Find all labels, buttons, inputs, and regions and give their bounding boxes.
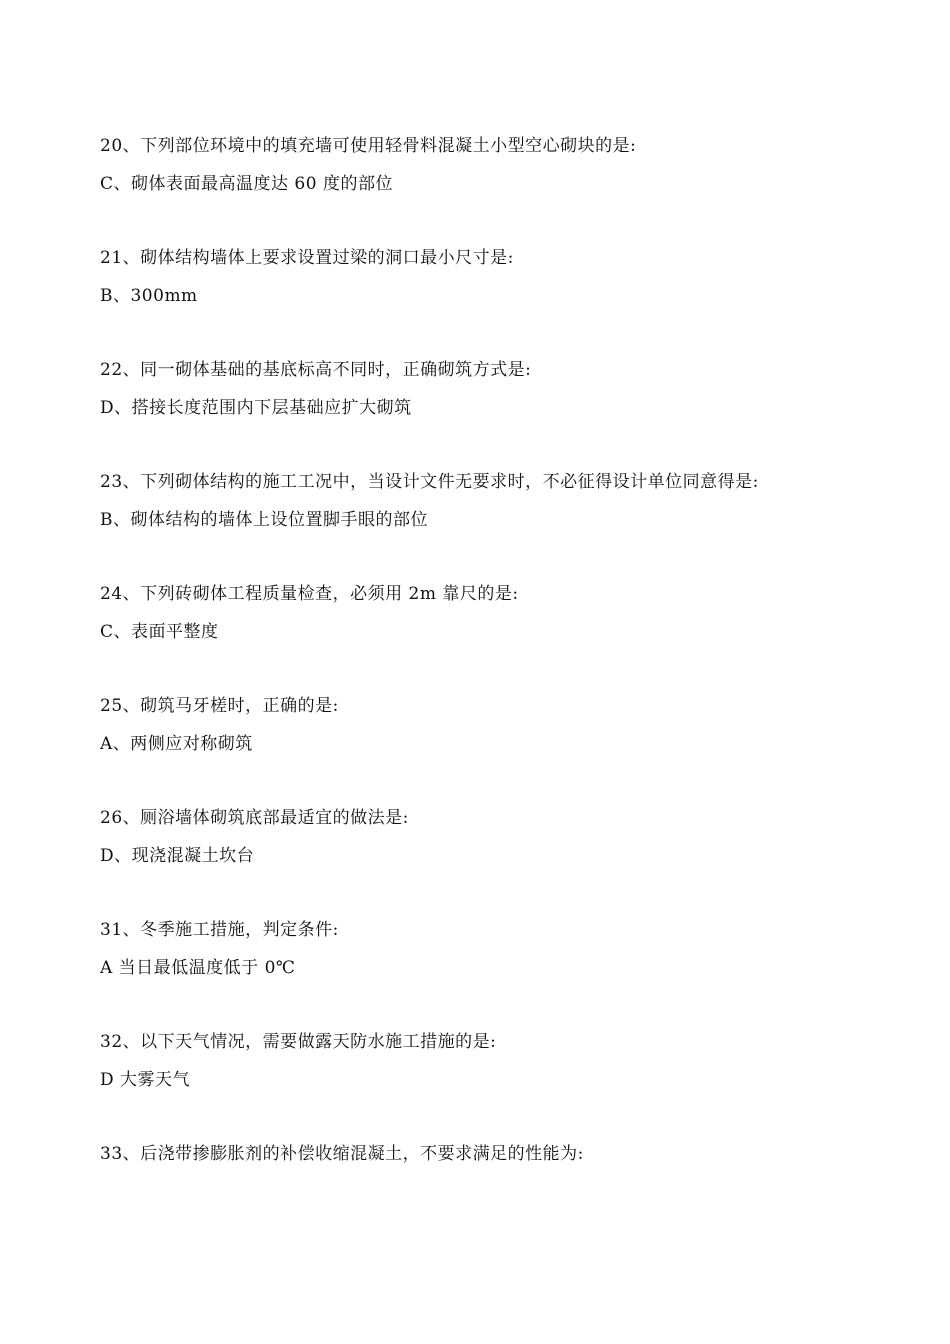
question-text: 32、以下天气情况，需要做露天防水施工措施的是: — [100, 1032, 497, 1052]
qa-item — [100, 1028, 860, 1140]
qa-item — [100, 468, 860, 580]
question-text: 26、厕浴墙体砌筑底部最适宜的做法是: — [100, 808, 409, 828]
answer-text: C、表面平整度 — [100, 622, 219, 642]
question-text: 33、后浇带掺膨胀剂的补偿收缩混凝土，不要求满足的性能为: — [100, 1144, 584, 1164]
qa-item — [100, 916, 860, 1028]
qa-item — [100, 132, 860, 244]
answer-text: A、两侧应对称砌筑 — [100, 734, 253, 754]
question-text: 22、同一砌体基础的基底标高不同时，正确砌筑方式是: — [100, 360, 532, 380]
qa-item — [100, 804, 860, 916]
qa-item — [100, 356, 860, 468]
qa-item — [100, 1140, 860, 1252]
answer-text: D、搭接长度范围内下层基础应扩大砌筑 — [100, 398, 412, 418]
answer-text: D、现浇混凝土坎台 — [100, 846, 255, 866]
question-text: 31、冬季施工措施，判定条件: — [100, 920, 339, 940]
question-text: 20、下列部位环境中的填充墙可使用轻骨料混凝土小型空心砌块的是: — [100, 136, 637, 156]
answer-text: D 大雾天气 — [100, 1070, 191, 1090]
question-list — [100, 132, 860, 1252]
answer-text: C、砌体表面最高温度达 60 度的部位 — [100, 174, 393, 194]
answer-text: A 当日最低温度低于 0℃ — [100, 958, 296, 978]
question-text: 24、下列砖砌体工程质量检查，必须用 2m 靠尺的是: — [100, 584, 519, 604]
qa-item — [100, 244, 860, 356]
qa-item — [100, 580, 860, 692]
question-text: 23、下列砌体结构的施工工况中，当设计文件无要求时，不必征得设计单位同意得是: — [100, 472, 759, 492]
question-text: 21、砌体结构墙体上要求设置过梁的洞口最小尺寸是: — [100, 248, 514, 268]
question-text: 25、砌筑马牙槎时，正确的是: — [100, 696, 339, 716]
answer-text: B、300mm — [100, 286, 198, 306]
qa-item — [100, 692, 860, 804]
answer-text: B、砌体结构的墙体上设位置脚手眼的部位 — [100, 510, 428, 530]
